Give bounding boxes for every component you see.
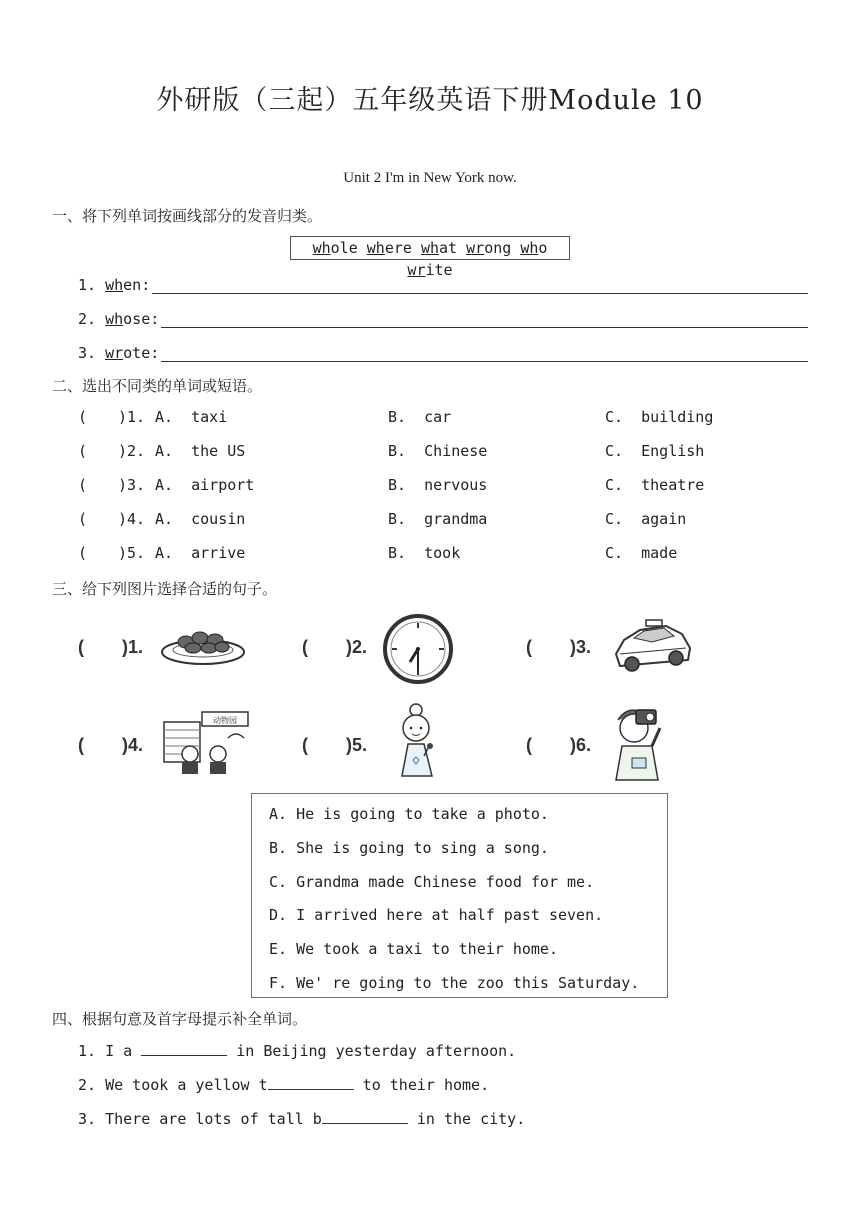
section1-heading: 一、将下列单词按画线部分的发音归类。 — [52, 207, 323, 225]
choice-row-3: ( )3. A. airport B. nervous C. theatre — [78, 476, 705, 494]
word-box — [290, 236, 570, 279]
word-whole: whole — [312, 239, 358, 257]
picture-answer-1: ( )1. — [78, 637, 144, 657]
zoo-gate-icon — [160, 708, 252, 776]
picture-answer-4: ( )4. — [78, 735, 144, 755]
girl-singing-icon — [388, 702, 448, 784]
word-wrong: wrong — [466, 239, 512, 257]
camera-boy-icon — [608, 700, 676, 784]
answer-line[interactable] — [161, 313, 808, 328]
svg-text:动物园: 动物园 — [213, 716, 237, 725]
choice-row-1: ( )1. A. taxi B. car C. building — [78, 408, 714, 426]
option-f: F. We' re going to the zoo this Saturday. — [269, 974, 640, 992]
word-write: write — [407, 261, 453, 279]
option-b: B. She is going to sing a song. — [269, 839, 549, 857]
word-where: where — [366, 239, 412, 257]
section3-heading: 三、给下列图片选择合适的句子。 — [52, 580, 278, 598]
fill-item-2: 2. We took a yellow t to their home. — [78, 1076, 490, 1094]
page-title: 外研版（三起）五年级英语下册Module 10 — [156, 85, 704, 116]
choice-row-4: ( )4. A. cousin B. grandma C. again — [78, 510, 687, 528]
dumplings-plate-icon — [160, 618, 246, 666]
blank-field[interactable] — [141, 1041, 227, 1056]
option-e: E. We took a taxi to their home. — [269, 940, 558, 958]
answer-line[interactable] — [161, 347, 808, 362]
picture-answer-5: ( )5. — [302, 735, 368, 755]
word-who: who — [520, 239, 548, 257]
picture-answer-6: ( )6. — [526, 735, 592, 755]
answer-line[interactable] — [152, 279, 808, 294]
sort-row-1: 1. wh en: — [78, 272, 808, 294]
picture-answer-2: ( )2. — [302, 637, 368, 657]
fill-item-1: 1. I a in Beijing yesterday afternoon. — [78, 1042, 517, 1060]
section4-heading: 四、根据句意及首字母提示补全单词。 — [52, 1010, 308, 1028]
clock-icon — [382, 612, 454, 686]
option-d: D. I arrived here at half past seven. — [269, 906, 604, 924]
taxi-icon — [610, 616, 694, 674]
option-c: C. Grandma made Chinese food for me. — [269, 873, 595, 891]
sort-row-2: 2. wh ose: — [78, 306, 808, 328]
blank-field[interactable] — [268, 1075, 354, 1090]
sort-row-3: 3. wr ote: — [78, 340, 808, 362]
blank-field[interactable] — [322, 1109, 408, 1124]
fill-item-3: 3. There are lots of tall b in the city. — [78, 1110, 526, 1128]
section2-heading: 二、选出不同类的单词或短语。 — [52, 377, 263, 395]
picture-answer-3: ( )3. — [526, 637, 592, 657]
choice-row-2: ( )2. A. the US B. Chinese C. English — [78, 442, 705, 460]
option-a: A. He is going to take a photo. — [269, 805, 549, 823]
unit-subtitle: Unit 2 I'm in New York now. — [343, 170, 517, 186]
choice-row-5: ( )5. A. arrive B. took C. made — [78, 544, 678, 562]
word-what: what — [420, 239, 458, 257]
options-box — [251, 793, 668, 998]
